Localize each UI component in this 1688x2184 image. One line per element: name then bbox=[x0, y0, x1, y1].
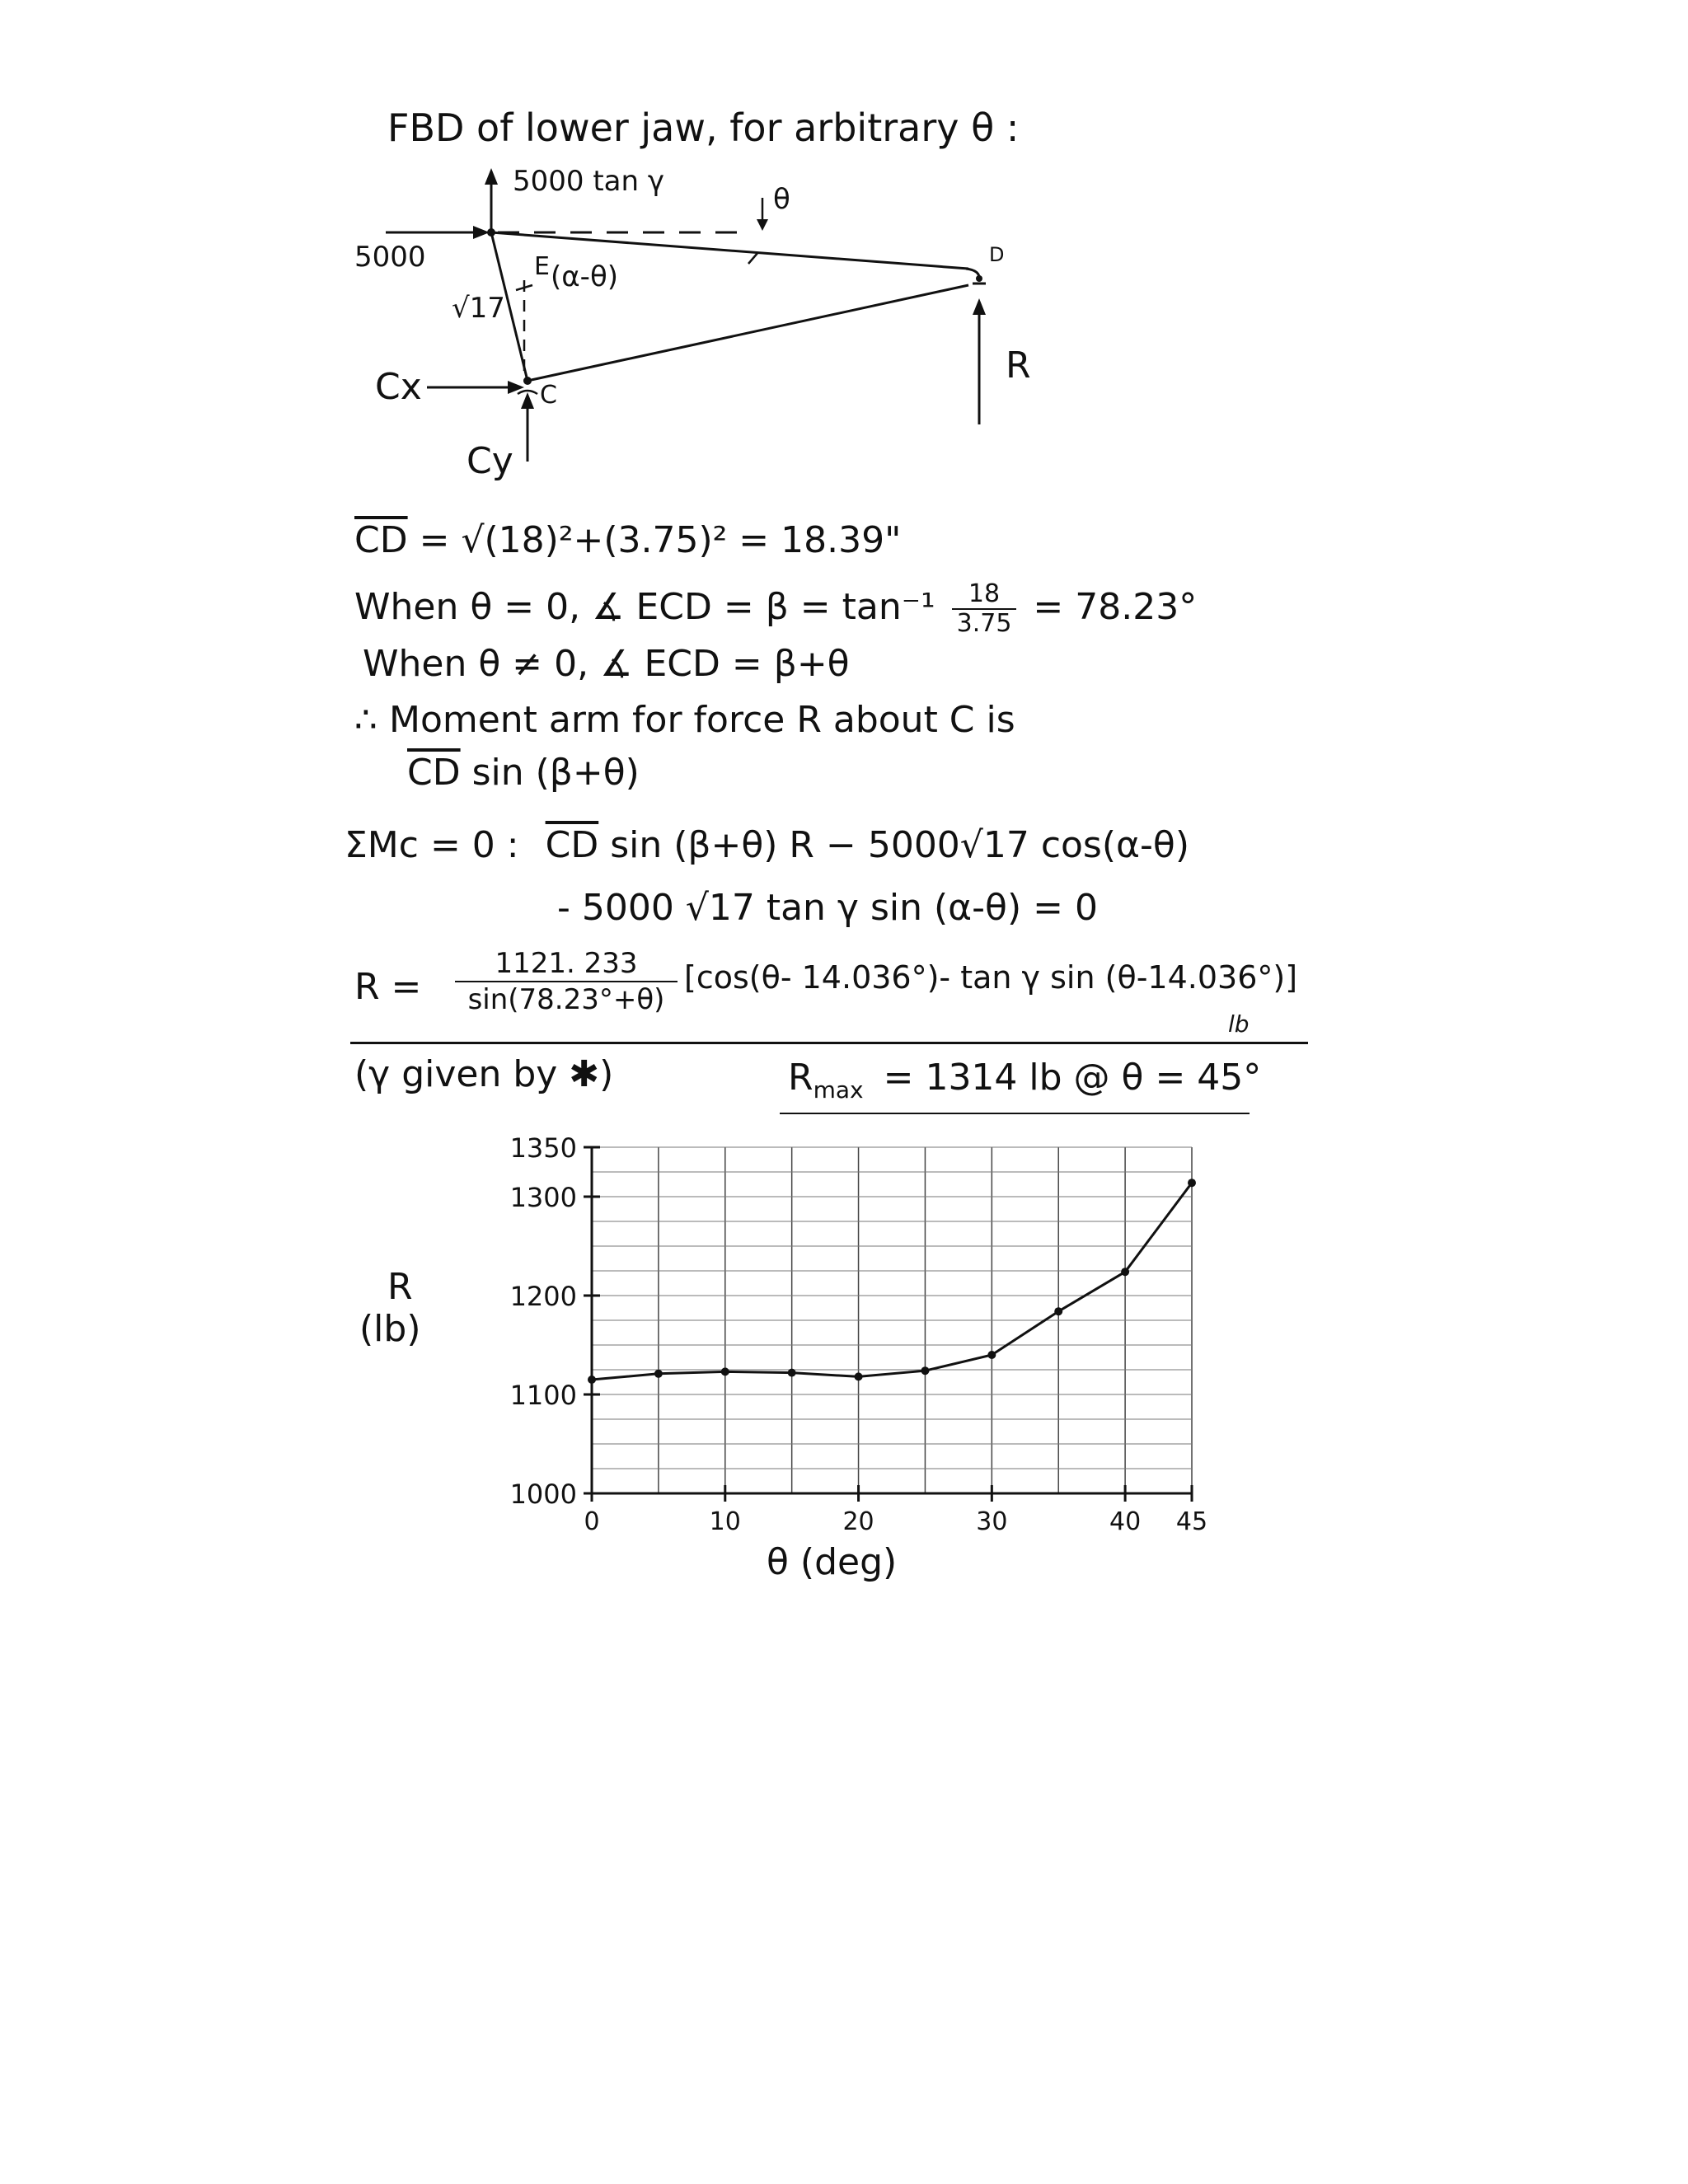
x-tick-label: 20 bbox=[842, 1507, 874, 1536]
cd-rhs: = √(18)²+(3.75)² = 18.39" bbox=[419, 519, 902, 561]
rmax-r: R bbox=[788, 1057, 814, 1099]
sum-cd-symbol: $\overline{CD}$ bbox=[545, 824, 599, 866]
when-zero-result: = 78.23° bbox=[1033, 586, 1198, 628]
when-zero-text: When θ = 0, ∡ ECD = β = tan⁻¹ bbox=[354, 586, 935, 628]
sum-moments-line2: - 5000 √17 tan γ sin (α-θ) = 0 bbox=[557, 887, 1098, 929]
data-point bbox=[1188, 1179, 1196, 1187]
gamma-note: (γ given by ✱) bbox=[354, 1053, 614, 1095]
sum-lhs: ΣMc = 0 : bbox=[345, 824, 519, 866]
when-theta-zero bbox=[354, 580, 1197, 638]
r-lhs: R = bbox=[354, 966, 422, 1008]
moment-arm-expression bbox=[407, 752, 640, 794]
angle-alpha-theta-label: (α-θ) bbox=[551, 260, 619, 293]
rmax-sub: max bbox=[813, 1076, 864, 1104]
sqrt17-label: √17 bbox=[452, 292, 505, 325]
moment-arm-expr: sin (β+θ) bbox=[460, 752, 640, 794]
data-point bbox=[788, 1369, 796, 1377]
r-vs-theta-chart bbox=[0, 1129, 1688, 1591]
rmax-result bbox=[788, 1057, 1261, 1104]
chart-grid bbox=[592, 1147, 1192, 1493]
label-e: E bbox=[534, 252, 550, 281]
fraction bbox=[952, 580, 1017, 638]
data-point bbox=[1121, 1268, 1129, 1276]
y-tick-label: 1100 bbox=[509, 1380, 577, 1411]
angle-theta-label: θ bbox=[773, 183, 790, 216]
fbd-title: FBD of lower jaw, for arbitrary θ : bbox=[387, 105, 1020, 150]
label-c: C bbox=[540, 381, 557, 410]
data-point bbox=[654, 1370, 663, 1378]
moment-arm-text: ∴ Moment arm for force R about C is bbox=[354, 699, 1015, 741]
x-tick-label: 30 bbox=[976, 1507, 1008, 1536]
r-unit: lb bbox=[1228, 1010, 1250, 1038]
joint-c bbox=[523, 377, 532, 385]
jaw-lower-edge bbox=[528, 285, 968, 381]
r-bracket: [cos(θ- 14.036°)- tan γ sin (θ-14.036°)] bbox=[684, 959, 1298, 996]
chart-ylabel-r: R bbox=[387, 1266, 413, 1308]
series-line bbox=[592, 1183, 1192, 1380]
y-tick-label: 1200 bbox=[509, 1281, 577, 1312]
data-point bbox=[987, 1351, 996, 1359]
chart-y-ticks bbox=[510, 1132, 600, 1510]
x-tick-label: 45 bbox=[1175, 1507, 1208, 1536]
chart-ylabel bbox=[359, 1266, 449, 1350]
data-point bbox=[588, 1376, 596, 1384]
sum-moments-line1 bbox=[345, 824, 1189, 866]
y-tick-label: 1350 bbox=[509, 1132, 577, 1164]
label-cx: Cx bbox=[375, 366, 422, 408]
chart-series bbox=[588, 1179, 1196, 1384]
y-tick-label: 1000 bbox=[509, 1479, 577, 1510]
arrowhead-up bbox=[485, 168, 498, 185]
x-tick-label: 0 bbox=[584, 1507, 600, 1536]
y-tick-label: 1300 bbox=[509, 1182, 577, 1213]
sum-rhs: sin (β+θ) R − 5000√17 cos(α-θ) bbox=[598, 824, 1189, 866]
cd-equation bbox=[354, 519, 901, 561]
free-body-diagram bbox=[0, 0, 1688, 462]
x-tick-label: 10 bbox=[709, 1507, 741, 1536]
force-left-label: 5000 bbox=[354, 241, 426, 274]
when-theta-nonzero: When θ ≠ 0, ∡ ECD = β+θ bbox=[363, 643, 850, 685]
cd-symbol: $\overline{CD}$ bbox=[354, 519, 408, 561]
chart-ylabel-unit: (lb) bbox=[359, 1308, 421, 1350]
data-point bbox=[921, 1366, 929, 1375]
fraction-denominator: 3.75 bbox=[956, 609, 1012, 638]
moment-cd-symbol: $\overline{CD}$ bbox=[407, 752, 461, 794]
joint-top bbox=[487, 228, 495, 237]
divider-rule bbox=[350, 1042, 1308, 1044]
fraction-numerator: 18 bbox=[952, 580, 1017, 610]
data-point bbox=[721, 1367, 729, 1376]
chart-xlabel: θ (deg) bbox=[767, 1541, 898, 1583]
rmax-underline bbox=[780, 1113, 1250, 1114]
label-r: R bbox=[1006, 344, 1031, 387]
force-top-label: 5000 tan γ bbox=[513, 165, 664, 198]
r-fraction bbox=[455, 946, 678, 1017]
label-cy: Cy bbox=[467, 440, 513, 482]
rmax-text: = 1314 lb @ θ = 45° bbox=[883, 1057, 1262, 1099]
data-point bbox=[855, 1372, 863, 1380]
label-d: D bbox=[989, 243, 1005, 266]
x-tick-label: 40 bbox=[1109, 1507, 1142, 1536]
data-point bbox=[1054, 1307, 1062, 1315]
r-numerator: 1121. 233 bbox=[455, 946, 678, 982]
r-denominator: sin(78.23°+θ) bbox=[467, 983, 665, 1016]
